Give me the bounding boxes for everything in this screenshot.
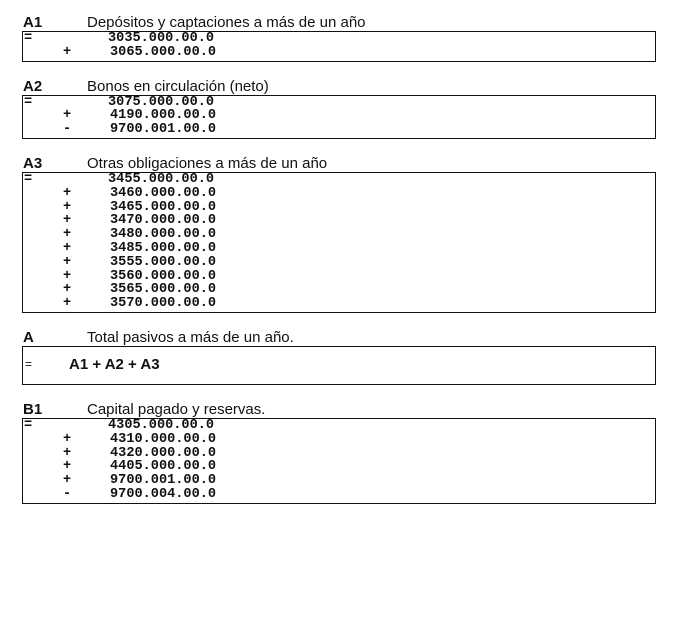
account-code: 9700.001.00.0 xyxy=(110,122,217,138)
formula-expression: A1 + A2 + A3 xyxy=(69,356,160,374)
section-a xyxy=(22,325,656,385)
operator: = xyxy=(25,357,33,372)
operator: = xyxy=(24,94,33,110)
account-code: 3065.000.00.0 xyxy=(110,44,217,60)
account-row xyxy=(23,433,655,447)
section-code: A3 xyxy=(23,154,43,172)
section-header xyxy=(22,325,656,347)
section-header xyxy=(22,10,656,32)
operator: + xyxy=(63,240,72,256)
operator: + xyxy=(63,227,72,243)
formula-row xyxy=(23,347,655,383)
account-code: 3075.000.00.0 xyxy=(108,94,215,110)
account-code: 3460.000.00.0 xyxy=(110,185,217,201)
account-row xyxy=(23,242,655,256)
operator: + xyxy=(63,268,72,284)
account-box xyxy=(22,96,656,139)
account-box xyxy=(22,32,656,62)
section-title: Bonos en circulación (neto) xyxy=(87,77,269,95)
account-row xyxy=(23,297,655,311)
account-code: 3555.000.00.0 xyxy=(110,254,217,270)
account-row xyxy=(23,228,655,242)
section-title: Total pasivos a más de un año. xyxy=(87,328,294,346)
account-code: 3560.000.00.0 xyxy=(110,268,217,284)
operator: = xyxy=(24,171,33,187)
account-code: 9700.001.00.0 xyxy=(110,473,217,489)
account-box xyxy=(22,347,656,385)
section-header xyxy=(22,397,656,419)
account-row xyxy=(23,419,655,433)
section-code: A2 xyxy=(23,77,43,95)
operator: + xyxy=(63,431,72,447)
account-row xyxy=(23,173,655,187)
section-b1 xyxy=(22,397,656,504)
account-code: 4320.000.00.0 xyxy=(110,445,217,461)
account-code: 3035.000.00.0 xyxy=(108,31,215,46)
account-code: 3485.000.00.0 xyxy=(110,240,217,256)
account-code: 4190.000.00.0 xyxy=(110,108,217,124)
operator: + xyxy=(63,459,72,475)
account-row xyxy=(23,109,655,123)
operator: + xyxy=(63,254,72,270)
account-code: 9700.004.00.0 xyxy=(110,486,217,502)
account-row xyxy=(23,447,655,461)
section-title: Capital pagado y reservas. xyxy=(87,400,266,418)
account-code: 4305.000.00.0 xyxy=(108,417,215,433)
account-row xyxy=(23,256,655,270)
operator: + xyxy=(63,199,72,215)
section-gap xyxy=(22,385,656,397)
operator: = xyxy=(24,31,33,46)
operator: + xyxy=(63,185,72,201)
section-a1 xyxy=(22,10,656,62)
account-row xyxy=(23,460,655,474)
account-code: 3465.000.00.0 xyxy=(110,199,217,215)
section-code: B1 xyxy=(23,400,43,418)
account-code: 3570.000.00.0 xyxy=(110,296,217,312)
section-a2 xyxy=(22,74,656,139)
account-row xyxy=(23,474,655,488)
account-box xyxy=(22,173,656,313)
operator: + xyxy=(63,282,72,298)
operator: + xyxy=(63,44,72,60)
account-row xyxy=(23,270,655,284)
account-row xyxy=(23,283,655,297)
account-box xyxy=(22,419,656,504)
account-code: 3480.000.00.0 xyxy=(110,227,217,243)
operator: + xyxy=(63,296,72,312)
section-header xyxy=(22,151,656,173)
account-code: 3565.000.00.0 xyxy=(110,282,217,298)
section-code: A xyxy=(23,328,34,346)
operator: + xyxy=(63,445,72,461)
section-gap xyxy=(22,313,656,325)
account-row xyxy=(23,96,655,110)
section-code: A1 xyxy=(23,14,43,31)
account-row xyxy=(23,187,655,201)
account-code: 4405.000.00.0 xyxy=(110,459,217,475)
section-title: Otras obligaciones a más de un año xyxy=(87,154,328,172)
account-row xyxy=(23,488,655,502)
section-gap xyxy=(22,139,656,151)
account-row xyxy=(23,46,655,60)
operator: = xyxy=(24,417,33,433)
account-row xyxy=(23,201,655,215)
operator: - xyxy=(63,122,72,138)
account-code: 3455.000.00.0 xyxy=(108,171,215,187)
account-code: 3470.000.00.0 xyxy=(110,213,217,229)
account-code: 4310.000.00.0 xyxy=(110,431,217,447)
account-row xyxy=(23,123,655,137)
document-page xyxy=(22,10,656,504)
account-row xyxy=(23,214,655,228)
section-gap xyxy=(22,62,656,74)
account-row xyxy=(23,32,655,46)
section-a3 xyxy=(22,151,656,313)
operator: - xyxy=(63,486,72,502)
section-title: Depósitos y captaciones a más de un año xyxy=(87,14,366,31)
operator: + xyxy=(63,213,72,229)
section-header xyxy=(22,74,656,96)
operator: + xyxy=(63,108,72,124)
operator: + xyxy=(63,473,72,489)
